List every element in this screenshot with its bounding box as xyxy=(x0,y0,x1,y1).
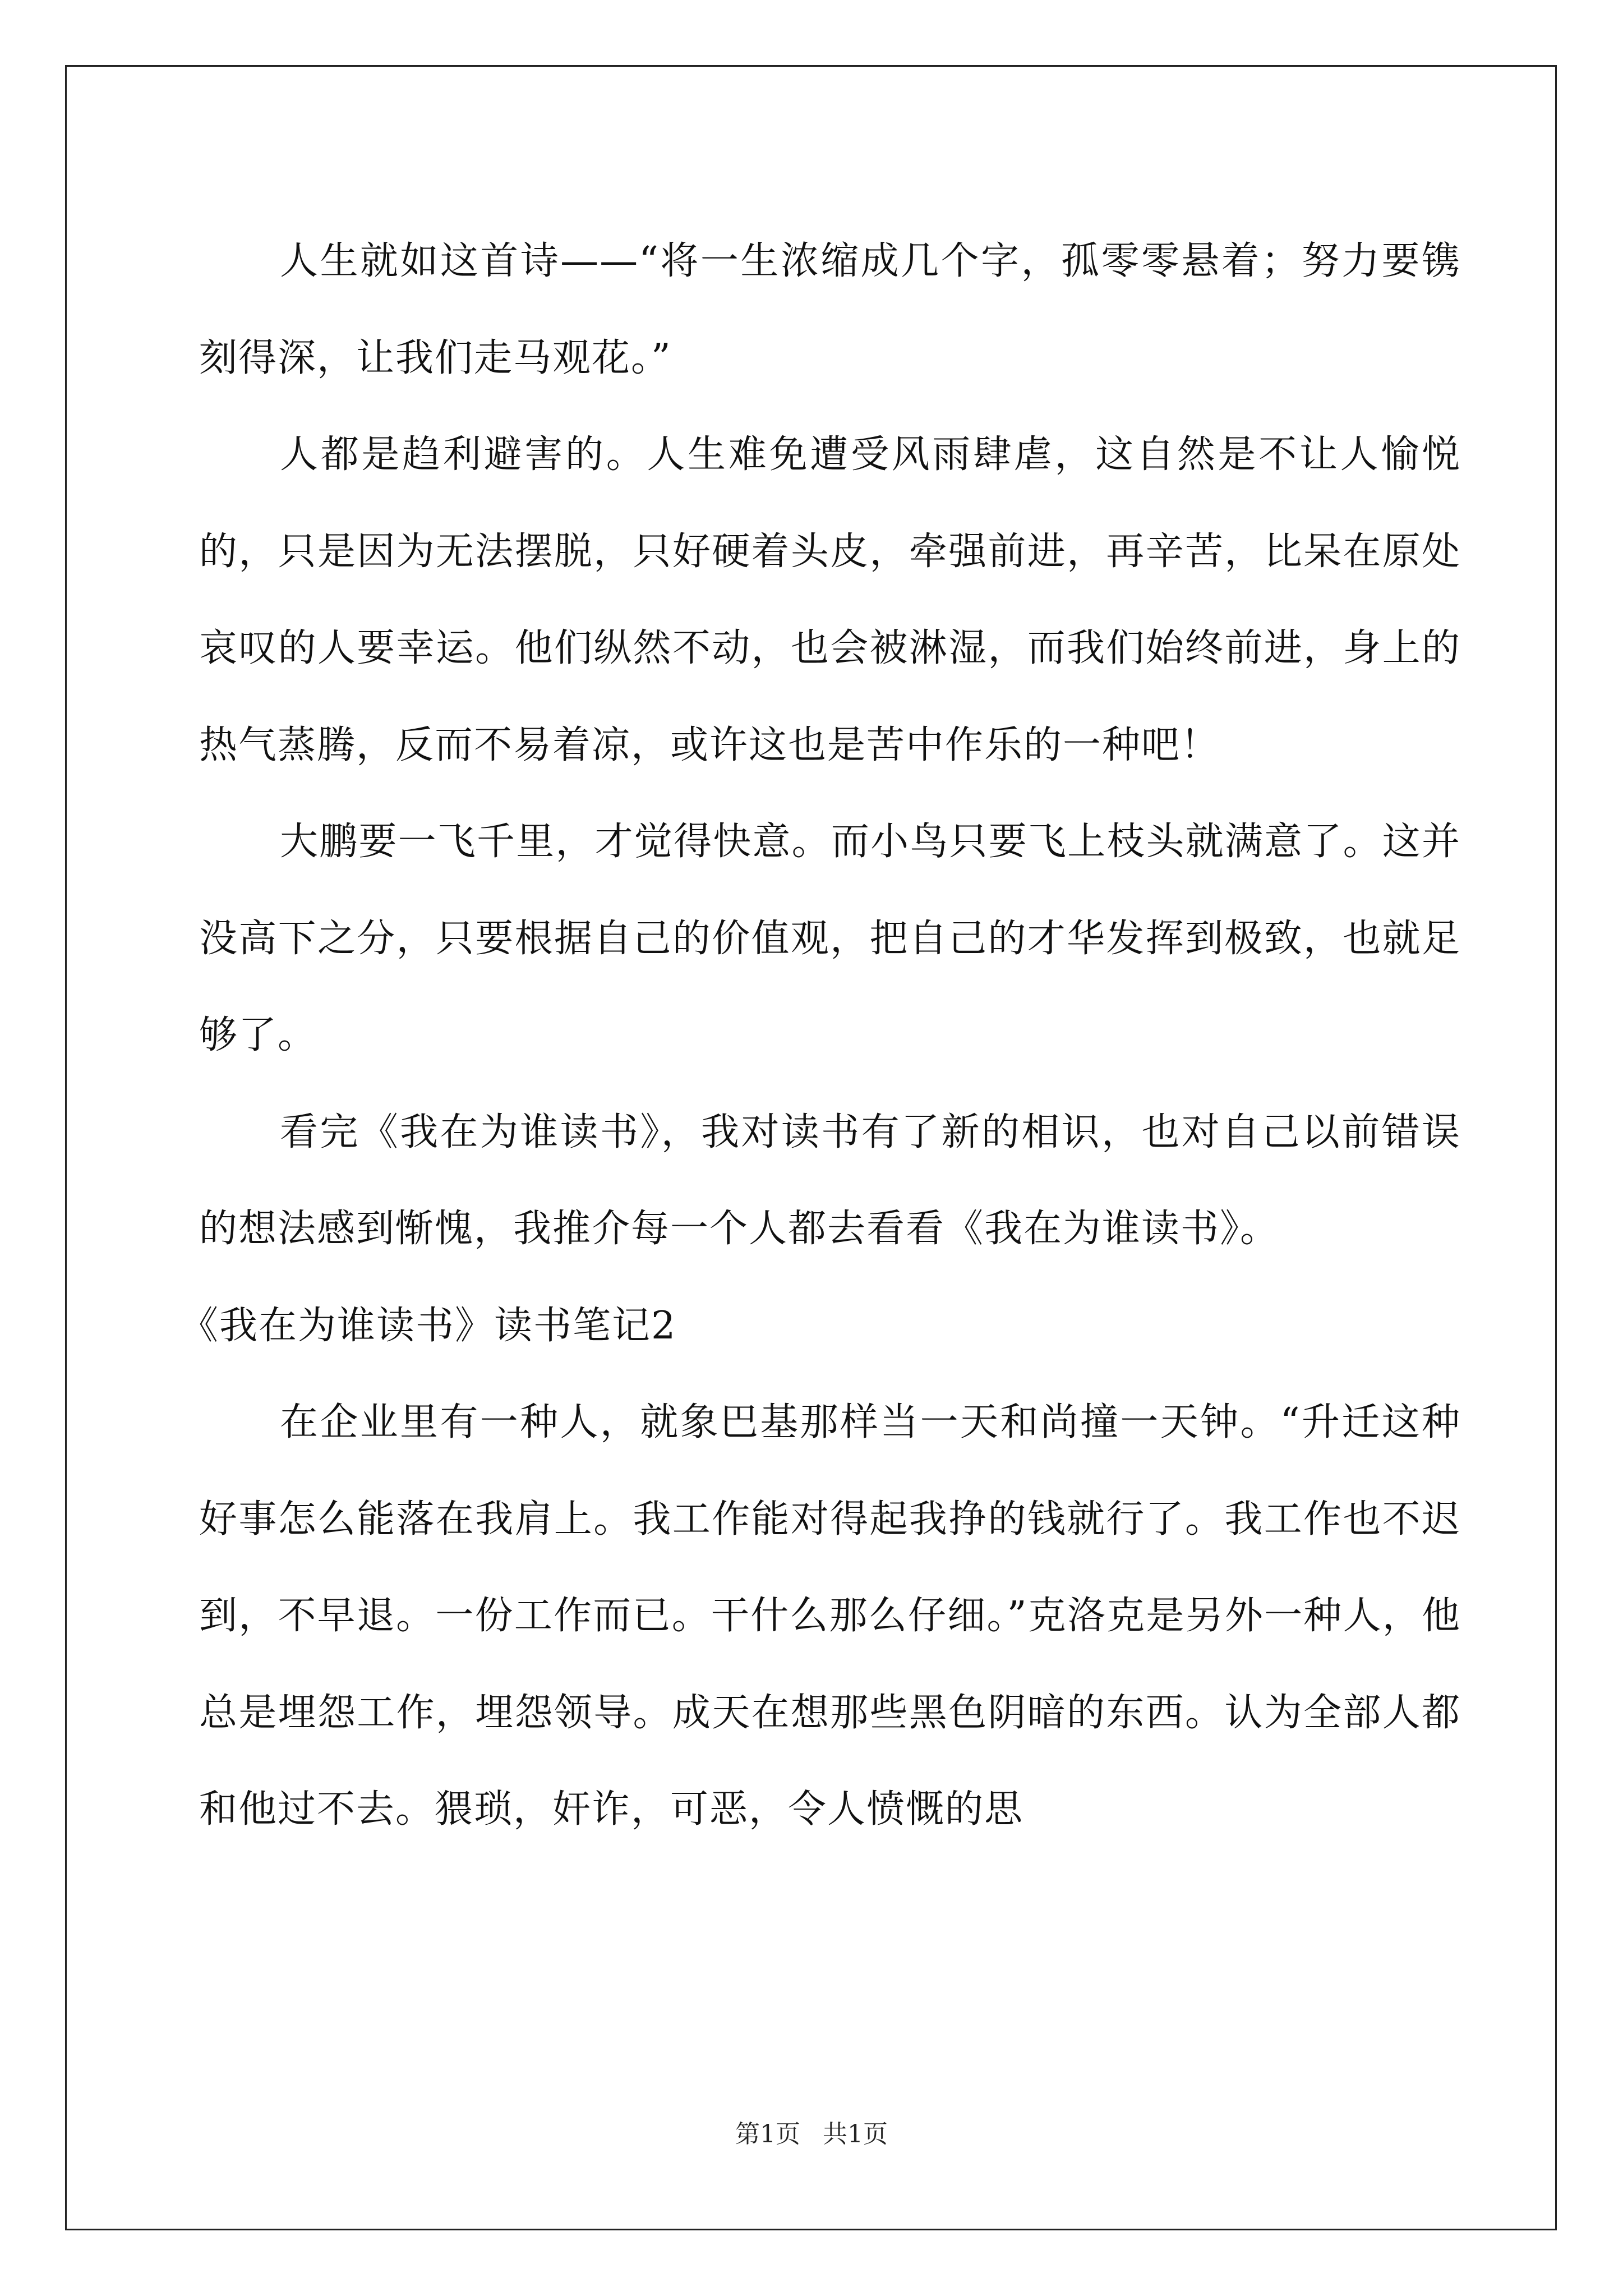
section-heading: 《我在为谁读书》读书笔记2 xyxy=(180,1303,677,1348)
page-number: 第1页 xyxy=(735,2120,800,2148)
paragraph: 大鹏要一飞千里，才觉得快意。而小鸟只要飞上枝头就满意了。这并没高下之分，只要根据自己的价值观，把自己的才华发挥到极致，也就足够了。 xyxy=(199,820,1461,1057)
paragraph: 人都是趋利避害的。人生难免遭受风雨肆虐，这自然是不让人愉悦的，只是因为无法摆脱，只好硬着头皮，牵强前进，再辛苦，比呆在原处哀叹的人要幸运。他们纵然不动，也会被淋湿，而我们始终前进，身上的热气蒸腾，反而不易着凉，或许这也是苦中作乐的一种吧！ xyxy=(199,432,1461,767)
page-total: 共1页 xyxy=(823,2120,888,2148)
page-footer xyxy=(0,2118,1623,2151)
document-body xyxy=(180,213,1461,1858)
paragraph: 看完《我在为谁读书》，我对读书有了新的相识，也对自己以前错误的想法感到惭愧，我推介每一个人都去看看《我在为谁读书》。 xyxy=(199,1110,1461,1251)
paragraph: 在企业里有一种人，就象巴基那样当一天和尚撞一天钟。“升迁这种好事怎么能落在我肩上。我工作能对得起我挣的钱就行了。我工作也不迟到，不早退。一份工作而已。干什么那么仔细。”克洛克是另外一种人，他总是埋怨工作，埋怨领导。成天在想那些黑色阴暗的东西。认为全部人都和他过不去。猥琐，奸诈，可恶，令人愤慨的思 xyxy=(199,1400,1461,1832)
paragraph: 人生就如这首诗——“将一生浓缩成几个字，孤零零悬着；努力要镌刻得深，让我们走马观花。” xyxy=(199,239,1461,380)
